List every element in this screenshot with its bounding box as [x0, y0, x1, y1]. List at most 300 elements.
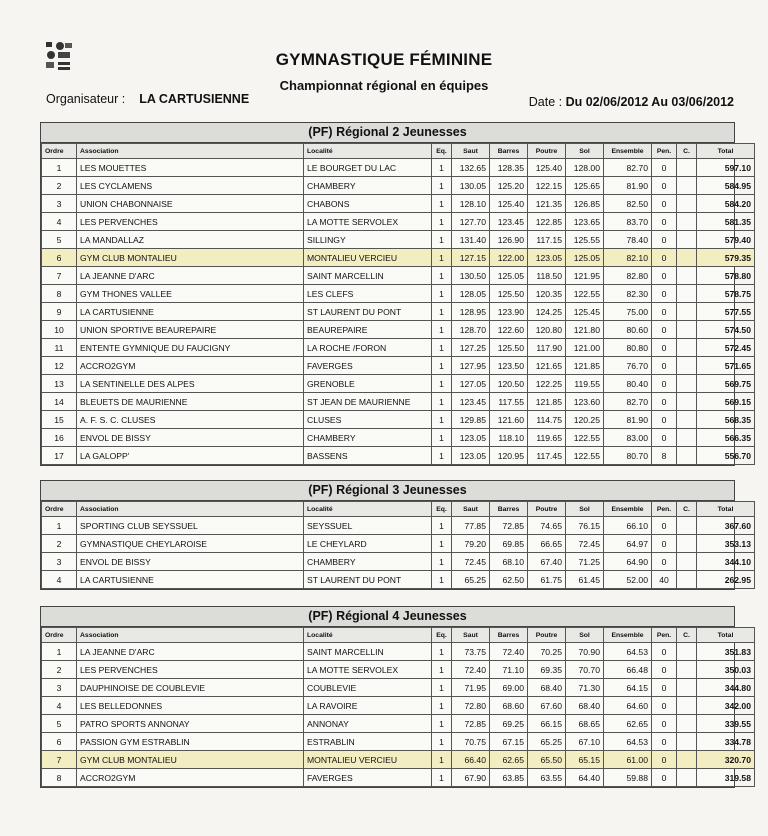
- cell-ordre: 1: [42, 643, 77, 661]
- cell-poutre: 125.40: [528, 159, 566, 177]
- cell-association: BLEUETS DE MAURIENNE: [77, 393, 304, 411]
- results-section: [40, 122, 751, 466]
- cell-ordre: 4: [42, 697, 77, 715]
- cell-ensemble: 66.10: [604, 517, 652, 535]
- cell-localite: COUBLEVIE: [304, 679, 432, 697]
- cell-poutre: 117.15: [528, 231, 566, 249]
- column-header-c: C.: [677, 144, 697, 159]
- cell-saut: 67.90: [452, 769, 490, 787]
- cell-sol: 68.40: [566, 697, 604, 715]
- cell-sol: 125.65: [566, 177, 604, 195]
- cell-association: PATRO SPORTS ANNONAY: [77, 715, 304, 733]
- cell-total: 351.83: [697, 643, 755, 661]
- column-header-eq: Eq.: [432, 628, 452, 643]
- cell-saut: 128.70: [452, 321, 490, 339]
- cell-c: [677, 285, 697, 303]
- cell-eq: 1: [432, 285, 452, 303]
- cell-ordre: 1: [42, 517, 77, 535]
- cell-poutre: 117.45: [528, 447, 566, 465]
- cell-eq: 1: [432, 159, 452, 177]
- cell-localite: LA RAVOIRE: [304, 697, 432, 715]
- cell-association: LA JEANNE D'ARC: [77, 267, 304, 285]
- section-title: (PF) Régional 2 Jeunesses: [41, 123, 734, 143]
- cell-eq: 1: [432, 195, 452, 213]
- cell-saut: 123.45: [452, 393, 490, 411]
- cell-barres: 71.10: [490, 661, 528, 679]
- cell-pen: 0: [652, 285, 677, 303]
- cell-ordre: 8: [42, 285, 77, 303]
- cell-ensemble: 64.97: [604, 535, 652, 553]
- cell-localite: LE CHEYLARD: [304, 535, 432, 553]
- cell-ensemble: 80.80: [604, 339, 652, 357]
- cell-barres: 69.85: [490, 535, 528, 553]
- cell-eq: 1: [432, 661, 452, 679]
- cell-sol: 123.60: [566, 393, 604, 411]
- cell-eq: 1: [432, 231, 452, 249]
- cell-c: [677, 231, 697, 249]
- table-row: [42, 339, 755, 357]
- table-row: [42, 447, 755, 465]
- cell-barres: 123.90: [490, 303, 528, 321]
- cell-association: ENVOL DE BISSY: [77, 553, 304, 571]
- cell-sol: 71.30: [566, 679, 604, 697]
- cell-barres: 69.25: [490, 715, 528, 733]
- column-header-sol: Sol: [566, 628, 604, 643]
- column-header-saut: Saut: [452, 502, 490, 517]
- table-header-row: [42, 628, 755, 643]
- cell-barres: 67.15: [490, 733, 528, 751]
- cell-total: 339.55: [697, 715, 755, 733]
- cell-eq: 1: [432, 679, 452, 697]
- cell-ensemble: 83.00: [604, 429, 652, 447]
- cell-ensemble: 78.40: [604, 231, 652, 249]
- cell-saut: 127.70: [452, 213, 490, 231]
- cell-eq: 1: [432, 429, 452, 447]
- cell-c: [677, 267, 697, 285]
- cell-poutre: 69.35: [528, 661, 566, 679]
- column-header-association: Association: [77, 628, 304, 643]
- cell-pen: 0: [652, 751, 677, 769]
- column-header-c: C.: [677, 628, 697, 643]
- cell-pen: 0: [652, 679, 677, 697]
- cell-barres: 68.10: [490, 553, 528, 571]
- cell-association: LA MANDALLAZ: [77, 231, 304, 249]
- table-row: [42, 285, 755, 303]
- results-section: [40, 480, 751, 590]
- cell-total: 350.03: [697, 661, 755, 679]
- cell-c: [677, 411, 697, 429]
- organizer: [46, 92, 249, 106]
- cell-eq: 1: [432, 393, 452, 411]
- cell-association: SPORTING CLUB SEYSSUEL: [77, 517, 304, 535]
- cell-eq: 1: [432, 643, 452, 661]
- cell-ordre: 14: [42, 393, 77, 411]
- cell-c: [677, 321, 697, 339]
- table-row: [42, 213, 755, 231]
- cell-eq: 1: [432, 517, 452, 535]
- cell-ordre: 4: [42, 213, 77, 231]
- cell-eq: 1: [432, 213, 452, 231]
- cell-ordre: 12: [42, 357, 77, 375]
- cell-barres: 72.85: [490, 517, 528, 535]
- cell-sol: 128.00: [566, 159, 604, 177]
- cell-ensemble: 80.40: [604, 375, 652, 393]
- cell-eq: 1: [432, 697, 452, 715]
- table-row: [42, 733, 755, 751]
- column-header-ensemble: Ensemble: [604, 144, 652, 159]
- cell-association: LES BELLEDONNES: [77, 697, 304, 715]
- cell-sol: 122.55: [566, 429, 604, 447]
- cell-sol: 126.85: [566, 195, 604, 213]
- cell-poutre: 117.90: [528, 339, 566, 357]
- cell-c: [677, 571, 697, 589]
- cell-sol: 120.25: [566, 411, 604, 429]
- cell-eq: 1: [432, 769, 452, 787]
- cell-pen: 0: [652, 517, 677, 535]
- cell-total: 577.55: [697, 303, 755, 321]
- cell-saut: 127.95: [452, 357, 490, 375]
- cell-ensemble: 81.90: [604, 411, 652, 429]
- cell-ensemble: 82.80: [604, 267, 652, 285]
- cell-ordre: 4: [42, 571, 77, 589]
- cell-c: [677, 375, 697, 393]
- cell-pen: 0: [652, 213, 677, 231]
- cell-sol: 68.65: [566, 715, 604, 733]
- section-title: (PF) Régional 4 Jeunesses: [41, 607, 734, 627]
- cell-association: LA CARTUSIENNE: [77, 571, 304, 589]
- table-row: [42, 769, 755, 787]
- table-row: [42, 249, 755, 267]
- cell-poutre: 65.25: [528, 733, 566, 751]
- table-row: [42, 517, 755, 535]
- cell-total: 334.78: [697, 733, 755, 751]
- cell-total: 578.80: [697, 267, 755, 285]
- cell-poutre: 66.65: [528, 535, 566, 553]
- table-row: [42, 231, 755, 249]
- event-date: [529, 95, 734, 109]
- cell-saut: 132.65: [452, 159, 490, 177]
- table-row: [42, 177, 755, 195]
- table-row: [42, 751, 755, 769]
- column-header-ordre: Ordre: [42, 502, 77, 517]
- cell-total: 367.60: [697, 517, 755, 535]
- cell-sol: 67.10: [566, 733, 604, 751]
- cell-eq: 1: [432, 321, 452, 339]
- cell-eq: 1: [432, 357, 452, 375]
- cell-saut: 128.10: [452, 195, 490, 213]
- column-header-localite: Localité: [304, 628, 432, 643]
- cell-total: 579.35: [697, 249, 755, 267]
- cell-sol: 61.45: [566, 571, 604, 589]
- column-header-association: Association: [77, 144, 304, 159]
- cell-total: 578.75: [697, 285, 755, 303]
- cell-total: 262.95: [697, 571, 755, 589]
- cell-c: [677, 249, 697, 267]
- cell-sol: 122.55: [566, 285, 604, 303]
- cell-c: [677, 715, 697, 733]
- cell-saut: 130.05: [452, 177, 490, 195]
- cell-c: [677, 553, 697, 571]
- cell-c: [677, 177, 697, 195]
- table-header-row: [42, 502, 755, 517]
- cell-barres: 72.40: [490, 643, 528, 661]
- cell-c: [677, 303, 697, 321]
- column-header-pen: Pen.: [652, 502, 677, 517]
- cell-saut: 127.15: [452, 249, 490, 267]
- cell-barres: 125.05: [490, 267, 528, 285]
- cell-ordre: 2: [42, 661, 77, 679]
- cell-pen: 0: [652, 267, 677, 285]
- cell-total: 556.70: [697, 447, 755, 465]
- cell-c: [677, 769, 697, 787]
- cell-pen: 0: [652, 715, 677, 733]
- table-row: [42, 553, 755, 571]
- cell-poutre: 119.65: [528, 429, 566, 447]
- table-row: [42, 411, 755, 429]
- cell-ensemble: 83.70: [604, 213, 652, 231]
- cell-ensemble: 64.60: [604, 697, 652, 715]
- cell-sol: 76.15: [566, 517, 604, 535]
- cell-saut: 130.50: [452, 267, 490, 285]
- cell-barres: 62.65: [490, 751, 528, 769]
- cell-poutre: 121.35: [528, 195, 566, 213]
- cell-localite: ESTRABLIN: [304, 733, 432, 751]
- cell-c: [677, 429, 697, 447]
- organizer-label: Organisateur :: [46, 92, 126, 106]
- cell-localite: SAINT MARCELLIN: [304, 643, 432, 661]
- cell-sol: 65.15: [566, 751, 604, 769]
- results-section: [40, 606, 751, 788]
- cell-poutre: 121.65: [528, 357, 566, 375]
- cell-barres: 128.35: [490, 159, 528, 177]
- cell-localite: FAVERGES: [304, 769, 432, 787]
- cell-localite: ANNONAY: [304, 715, 432, 733]
- cell-ordre: 8: [42, 769, 77, 787]
- cell-localite: GRENOBLE: [304, 375, 432, 393]
- cell-poutre: 122.15: [528, 177, 566, 195]
- cell-localite: MONTALIEU VERCIEU: [304, 249, 432, 267]
- cell-barres: 126.90: [490, 231, 528, 249]
- cell-pen: 0: [652, 375, 677, 393]
- cell-total: 344.80: [697, 679, 755, 697]
- cell-association: ACCRO2GYM: [77, 769, 304, 787]
- cell-ensemble: 81.90: [604, 177, 652, 195]
- cell-c: [677, 517, 697, 535]
- cell-ordre: 9: [42, 303, 77, 321]
- cell-pen: 0: [652, 159, 677, 177]
- cell-localite: LE BOURGET DU LAC: [304, 159, 432, 177]
- cell-association: LA JEANNE D'ARC: [77, 643, 304, 661]
- cell-association: GYM CLUB MONTALIEU: [77, 751, 304, 769]
- cell-association: ENVOL DE BISSY: [77, 429, 304, 447]
- cell-barres: 69.00: [490, 679, 528, 697]
- table-row: [42, 303, 755, 321]
- cell-ensemble: 64.53: [604, 733, 652, 751]
- table-row: [42, 715, 755, 733]
- cell-eq: 1: [432, 177, 452, 195]
- cell-saut: 131.40: [452, 231, 490, 249]
- cell-saut: 70.75: [452, 733, 490, 751]
- column-header-ensemble: Ensemble: [604, 628, 652, 643]
- cell-eq: 1: [432, 751, 452, 769]
- cell-pen: 0: [652, 769, 677, 787]
- cell-association: GYMNASTIQUE CHEYLAROISE: [77, 535, 304, 553]
- column-header-poutre: Poutre: [528, 628, 566, 643]
- cell-eq: 1: [432, 571, 452, 589]
- cell-total: 566.35: [697, 429, 755, 447]
- cell-total: 342.00: [697, 697, 755, 715]
- cell-association: ENTENTE GYMNIQUE DU FAUCIGNY: [77, 339, 304, 357]
- cell-poutre: 74.65: [528, 517, 566, 535]
- cell-saut: 129.85: [452, 411, 490, 429]
- cell-total: 572.45: [697, 339, 755, 357]
- cell-ensemble: 64.90: [604, 553, 652, 571]
- cell-saut: 128.95: [452, 303, 490, 321]
- cell-barres: 120.95: [490, 447, 528, 465]
- cell-ensemble: 59.88: [604, 769, 652, 787]
- cell-barres: 120.50: [490, 375, 528, 393]
- cell-saut: 73.75: [452, 643, 490, 661]
- cell-barres: 122.00: [490, 249, 528, 267]
- cell-ensemble: 82.70: [604, 159, 652, 177]
- cell-pen: 8: [652, 447, 677, 465]
- cell-ensemble: 82.50: [604, 195, 652, 213]
- cell-eq: 1: [432, 267, 452, 285]
- cell-sol: 123.65: [566, 213, 604, 231]
- column-header-ensemble: Ensemble: [604, 502, 652, 517]
- cell-total: 568.35: [697, 411, 755, 429]
- cell-localite: CLUSES: [304, 411, 432, 429]
- cell-pen: 0: [652, 553, 677, 571]
- cell-pen: 0: [652, 733, 677, 751]
- cell-c: [677, 697, 697, 715]
- table-row: [42, 643, 755, 661]
- cell-sol: 119.55: [566, 375, 604, 393]
- cell-localite: LA MOTTE SERVOLEX: [304, 213, 432, 231]
- cell-pen: 0: [652, 357, 677, 375]
- table-row: [42, 535, 755, 553]
- column-header-localite: Localité: [304, 502, 432, 517]
- cell-c: [677, 159, 697, 177]
- cell-saut: 123.05: [452, 447, 490, 465]
- column-header-saut: Saut: [452, 628, 490, 643]
- cell-pen: 0: [652, 661, 677, 679]
- cell-eq: 1: [432, 249, 452, 267]
- cell-eq: 1: [432, 411, 452, 429]
- table-header-row: [42, 144, 755, 159]
- cell-ensemble: 82.70: [604, 393, 652, 411]
- cell-poutre: 123.05: [528, 249, 566, 267]
- cell-c: [677, 393, 697, 411]
- cell-ordre: 10: [42, 321, 77, 339]
- cell-ordre: 1: [42, 159, 77, 177]
- cell-pen: 0: [652, 303, 677, 321]
- cell-localite: SAINT MARCELLIN: [304, 267, 432, 285]
- table-row: [42, 393, 755, 411]
- cell-ensemble: 80.60: [604, 321, 652, 339]
- cell-poutre: 120.80: [528, 321, 566, 339]
- cell-association: GYM CLUB MONTALIEU: [77, 249, 304, 267]
- cell-poutre: 120.35: [528, 285, 566, 303]
- cell-poutre: 61.75: [528, 571, 566, 589]
- cell-saut: 127.05: [452, 375, 490, 393]
- cell-ordre: 3: [42, 679, 77, 697]
- cell-sol: 121.00: [566, 339, 604, 357]
- cell-sol: 64.40: [566, 769, 604, 787]
- cell-total: 574.50: [697, 321, 755, 339]
- table-row: [42, 429, 755, 447]
- column-header-eq: Eq.: [432, 502, 452, 517]
- cell-ensemble: 61.00: [604, 751, 652, 769]
- cell-poutre: 66.15: [528, 715, 566, 733]
- cell-saut: 72.85: [452, 715, 490, 733]
- cell-ordre: 2: [42, 177, 77, 195]
- cell-eq: 1: [432, 303, 452, 321]
- cell-sol: 121.85: [566, 357, 604, 375]
- cell-eq: 1: [432, 375, 452, 393]
- cell-eq: 1: [432, 733, 452, 751]
- cell-association: A. F. S. C. CLUSES: [77, 411, 304, 429]
- cell-barres: 68.60: [490, 697, 528, 715]
- cell-sol: 121.80: [566, 321, 604, 339]
- cell-poutre: 124.25: [528, 303, 566, 321]
- cell-association: GYM THONES VALLEE: [77, 285, 304, 303]
- column-header-poutre: Poutre: [528, 502, 566, 517]
- cell-poutre: 67.40: [528, 553, 566, 571]
- column-header-barres: Barres: [490, 628, 528, 643]
- cell-localite: LES CLEFS: [304, 285, 432, 303]
- cell-total: 569.75: [697, 375, 755, 393]
- cell-c: [677, 643, 697, 661]
- cell-sol: 122.55: [566, 447, 604, 465]
- cell-localite: CHABONS: [304, 195, 432, 213]
- cell-saut: 128.05: [452, 285, 490, 303]
- cell-pen: 0: [652, 339, 677, 357]
- cell-poutre: 70.25: [528, 643, 566, 661]
- cell-ensemble: 82.30: [604, 285, 652, 303]
- cell-c: [677, 661, 697, 679]
- page-title: GYMNASTIQUE FÉMININE: [275, 50, 493, 69]
- cell-localite: FAVERGES: [304, 357, 432, 375]
- column-header-total: Total: [697, 502, 755, 517]
- table-row: [42, 321, 755, 339]
- cell-localite: LA ROCHE /FORON: [304, 339, 432, 357]
- cell-ordre: 15: [42, 411, 77, 429]
- cell-ensemble: 66.48: [604, 661, 652, 679]
- cell-poutre: 63.55: [528, 769, 566, 787]
- cell-localite: CHAMBERY: [304, 177, 432, 195]
- table-row: [42, 159, 755, 177]
- cell-saut: 79.20: [452, 535, 490, 553]
- cell-barres: 123.50: [490, 357, 528, 375]
- table-row: [42, 267, 755, 285]
- cell-association: LA CARTUSIENNE: [77, 303, 304, 321]
- cell-localite: LA MOTTE SERVOLEX: [304, 661, 432, 679]
- cell-localite: SILLINGY: [304, 231, 432, 249]
- cell-total: 597.10: [697, 159, 755, 177]
- cell-eq: 1: [432, 535, 452, 553]
- column-header-total: Total: [697, 144, 755, 159]
- column-header-barres: Barres: [490, 144, 528, 159]
- column-header-sol: Sol: [566, 144, 604, 159]
- cell-total: 344.10: [697, 553, 755, 571]
- column-header-pen: Pen.: [652, 144, 677, 159]
- cell-barres: 125.20: [490, 177, 528, 195]
- column-header-localite: Localité: [304, 144, 432, 159]
- cell-ordre: 6: [42, 249, 77, 267]
- cell-c: [677, 195, 697, 213]
- cell-total: 353.13: [697, 535, 755, 553]
